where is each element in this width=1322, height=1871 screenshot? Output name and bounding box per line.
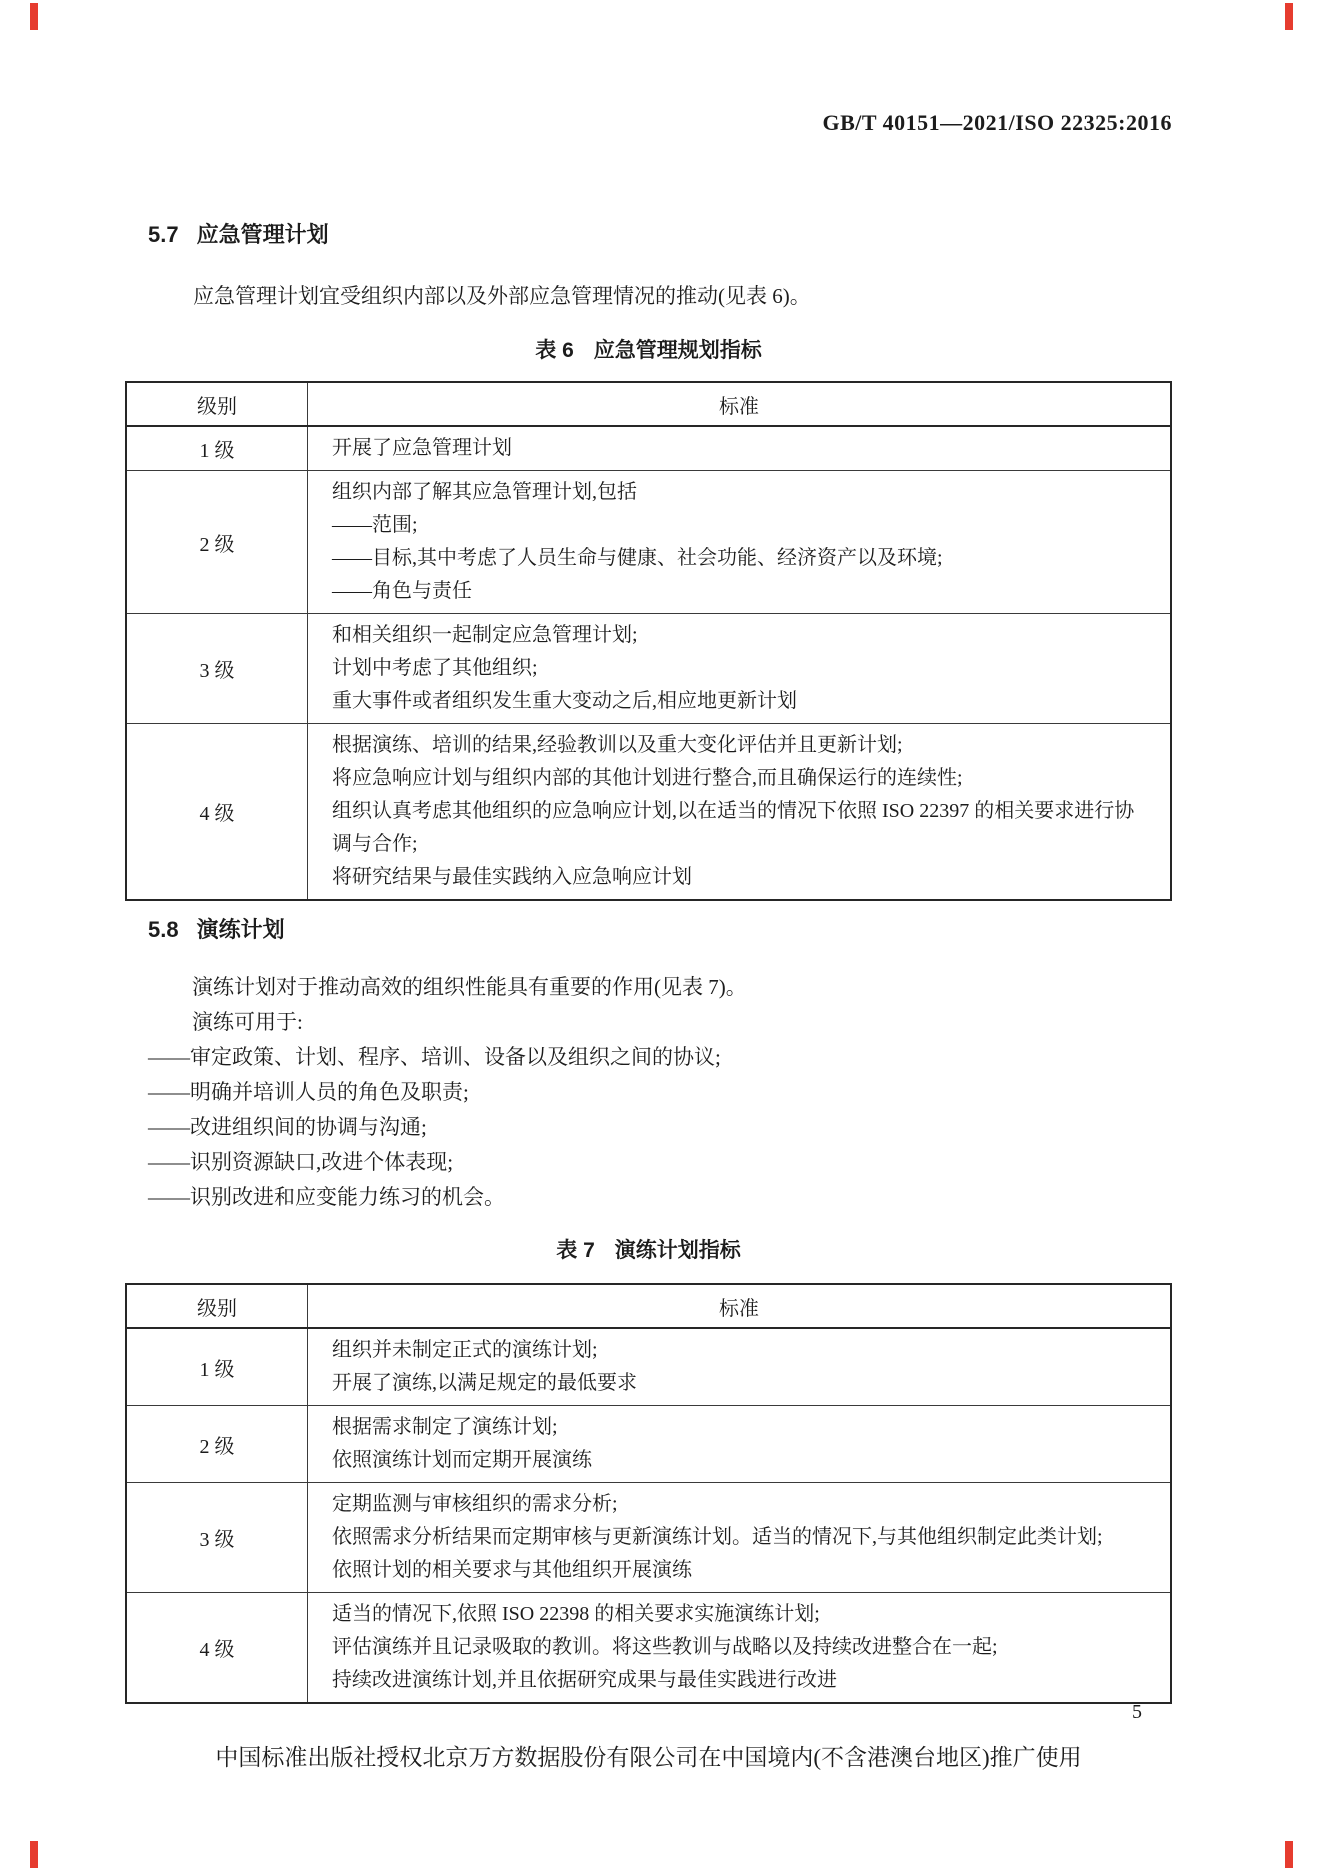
level-cell: 3 级 [126, 614, 308, 724]
table-row [126, 1328, 1171, 1406]
registration-mark-top-right [1285, 3, 1293, 30]
license-footer: 中国标准出版社授权北京万方数据股份有限公司在中国境内(不含港澳台地区)推广使用 [215, 1745, 1082, 1770]
page-number-container [125, 1701, 1172, 1724]
section-number: 5.8 [148, 917, 179, 942]
criteria-line: ——目标,其中考虑了人员生命与健康、社会功能、经济资产以及环境; [332, 547, 943, 569]
criteria-cell [308, 724, 1172, 901]
section-title: 演练计划 [196, 917, 285, 942]
section-title: 应急管理计划 [196, 222, 329, 247]
table-7-caption-title: 演练计划指标 [614, 1239, 741, 1262]
section-number: 5.7 [148, 222, 179, 247]
criteria-line: 依照计划的相关要求与其他组织开展演练 [332, 1559, 692, 1581]
level-cell: 1 级 [126, 1328, 308, 1406]
criteria-cell [308, 471, 1172, 614]
bullet-item: ——改进组织间的协调与沟通; [148, 1115, 427, 1139]
table-6-caption [125, 334, 1172, 364]
criteria-cell [308, 614, 1172, 724]
registration-mark-bottom-left [30, 1841, 38, 1868]
level-cell: 2 级 [126, 471, 308, 614]
table-row [126, 614, 1171, 724]
table-row [126, 724, 1171, 901]
column-header-level: 级别 [126, 1284, 308, 1328]
section-5-8-heading [148, 913, 285, 944]
criteria-line: 将应急响应计划与组织内部的其他计划进行整合,而且确保运行的连续性; [332, 767, 963, 789]
bullet-item: ——识别改进和应变能力练习的机会。 [148, 1185, 505, 1209]
criteria-line: 依照需求分析结果而定期审核与更新演练计划。适当的情况下,与其他组织制定此类计划; [332, 1526, 1103, 1548]
standard-code-header: GB/T 40151—2021/ISO 22325:2016 [822, 110, 1172, 135]
criteria-cell [308, 1593, 1172, 1704]
registration-mark-bottom-right [1285, 1841, 1293, 1868]
criteria-line: 组织并未制定正式的演练计划; [332, 1339, 598, 1361]
criteria-line: 开展了演练,以满足规定的最低要求 [332, 1372, 637, 1394]
column-header-criteria: 标准 [308, 1284, 1172, 1328]
bullet-list-intro: 演练可用于: [192, 1010, 303, 1034]
criteria-line: 组织内部了解其应急管理计划,包括 [332, 481, 637, 503]
section-5-7-heading [148, 218, 329, 249]
table-row [126, 1593, 1171, 1704]
criteria-line: 评估演练并且记录吸取的教训。将这些教训与战略以及持续改进整合在一起; [332, 1636, 998, 1658]
criteria-line: 开展了应急管理计划 [332, 437, 512, 459]
column-header-criteria: 标准 [308, 382, 1172, 426]
criteria-line: 适当的情况下,依照 ISO 22398 的相关要求实施演练计划; [332, 1603, 820, 1625]
section-5-8-paragraph: 演练计划对于推动高效的组织性能具有重要的作用(见表 7)。 [192, 975, 747, 999]
criteria-cell [308, 1406, 1172, 1483]
bullet-item: ——识别资源缺口,改进个体表现; [148, 1150, 454, 1174]
table-6-caption-label: 表 6 [535, 339, 574, 362]
criteria-line: ——范围; [332, 514, 418, 536]
criteria-line: 计划中考虑了其他组织; [332, 657, 538, 679]
bullet-item: ——审定政策、计划、程序、培训、设备以及组织之间的协议; [148, 1045, 721, 1069]
level-cell: 1 级 [126, 426, 308, 471]
bullet-list [148, 1040, 1158, 1215]
criteria-line: 定期监测与审核组织的需求分析; [332, 1493, 618, 1515]
page-number: 5 [1132, 1701, 1142, 1723]
section-5-8-body [148, 970, 1158, 1215]
criteria-line: ——角色与责任 [332, 580, 472, 602]
table-7-caption-label: 表 7 [556, 1239, 595, 1262]
level-cell: 2 级 [126, 1406, 308, 1483]
criteria-cell [308, 426, 1172, 471]
criteria-line: 依照演练计划而定期开展演练 [332, 1449, 592, 1471]
criteria-line: 和相关组织一起制定应急管理计划; [332, 624, 638, 646]
table-7-caption [125, 1234, 1172, 1264]
criteria-line: 将研究结果与最佳实践纳入应急响应计划 [332, 866, 692, 888]
table-header-row [126, 1284, 1171, 1328]
criteria-line: 组织认真考虑其他组织的应急响应计划,以在适当的情况下依照 ISO 22397 的相关要求进行协调与合作; [332, 800, 1135, 855]
table-6 [125, 381, 1172, 901]
criteria-line: 持续改进演练计划,并且依据研究成果与最佳实践进行改进 [332, 1669, 837, 1691]
column-header-level: 级别 [126, 382, 308, 426]
table-row [126, 1406, 1171, 1483]
section-5-7-paragraph: 应急管理计划宜受组织内部以及外部应急管理情况的推动(见表 6)。 [193, 284, 811, 308]
table-7 [125, 1283, 1172, 1704]
table-6-caption-title: 应急管理规划指标 [593, 339, 762, 362]
criteria-line: 重大事件或者组织发生重大变动之后,相应地更新计划 [332, 690, 797, 712]
registration-mark-top-left [30, 3, 38, 30]
table-row [126, 426, 1171, 471]
table-row [126, 1483, 1171, 1593]
criteria-cell [308, 1328, 1172, 1406]
criteria-line: 根据演练、培训的结果,经验教训以及重大变化评估并且更新计划; [332, 734, 903, 756]
level-cell: 4 级 [126, 1593, 308, 1704]
level-cell: 3 级 [126, 1483, 308, 1593]
criteria-cell [308, 1483, 1172, 1593]
bullet-item: ——明确并培训人员的角色及职责; [148, 1080, 469, 1104]
level-cell: 4 级 [126, 724, 308, 901]
table-row [126, 471, 1171, 614]
table-header-row [126, 382, 1171, 426]
criteria-line: 根据需求制定了演练计划; [332, 1416, 558, 1438]
